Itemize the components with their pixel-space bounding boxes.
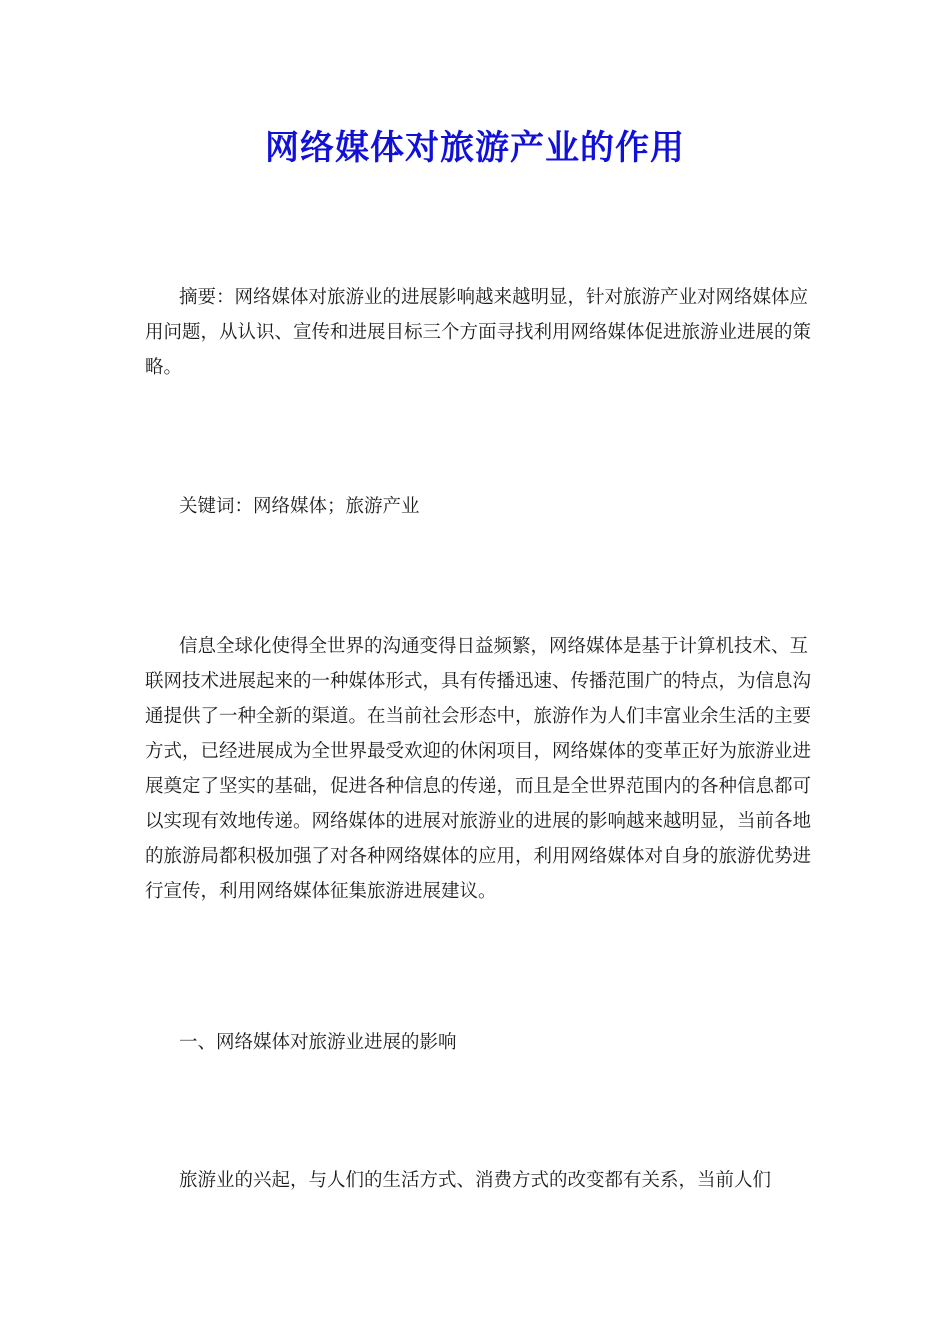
abstract-paragraph: 摘要：网络媒体对旅游业的进展影响越来越明显，针对旅游产业对网络媒体应用问题，从认识、宣传和进展目标三个方面寻找利用网络媒体促进旅游业进展的策略。: [145, 287, 812, 378]
section-heading: 一、网络媒体对旅游业进展的影响: [179, 1032, 457, 1053]
document-title: 网络媒体对旅游产业的作用: [265, 128, 685, 168]
body-paragraph: 旅游业的兴起，与人们的生活方式、消费方式的改变都有关系，当前人们: [179, 1170, 772, 1191]
intro-paragraph: 信息全球化使得全世界的沟通变得日益频繁，网络媒体是基于计算机技术、互联网技术进展起来的一种媒体形式，具有传播迅速、传播范围广的特点，为信息沟通提供了一种全新的渠道。在当前社会形态中，旅游作为人们丰富业余生活的主要方式，已经进展成为全世界最受欢迎的休闲项目，网络媒体的变革正好为旅游业进展奠定了坚实的基础，促进各种信息的传递，而且是全世界范围内的各种信息都可以实现有效地传递。网络媒体的进展对旅游业的进展的影响越来越明显，当前各地的旅游局都积极加强了对各种网络媒体的应用，利用网络媒体对自身的旅游优势进行宣传，利用网络媒体征集旅游进展建议。: [145, 636, 812, 902]
keywords-paragraph: 关键词：网络媒体；旅游产业: [179, 496, 420, 517]
